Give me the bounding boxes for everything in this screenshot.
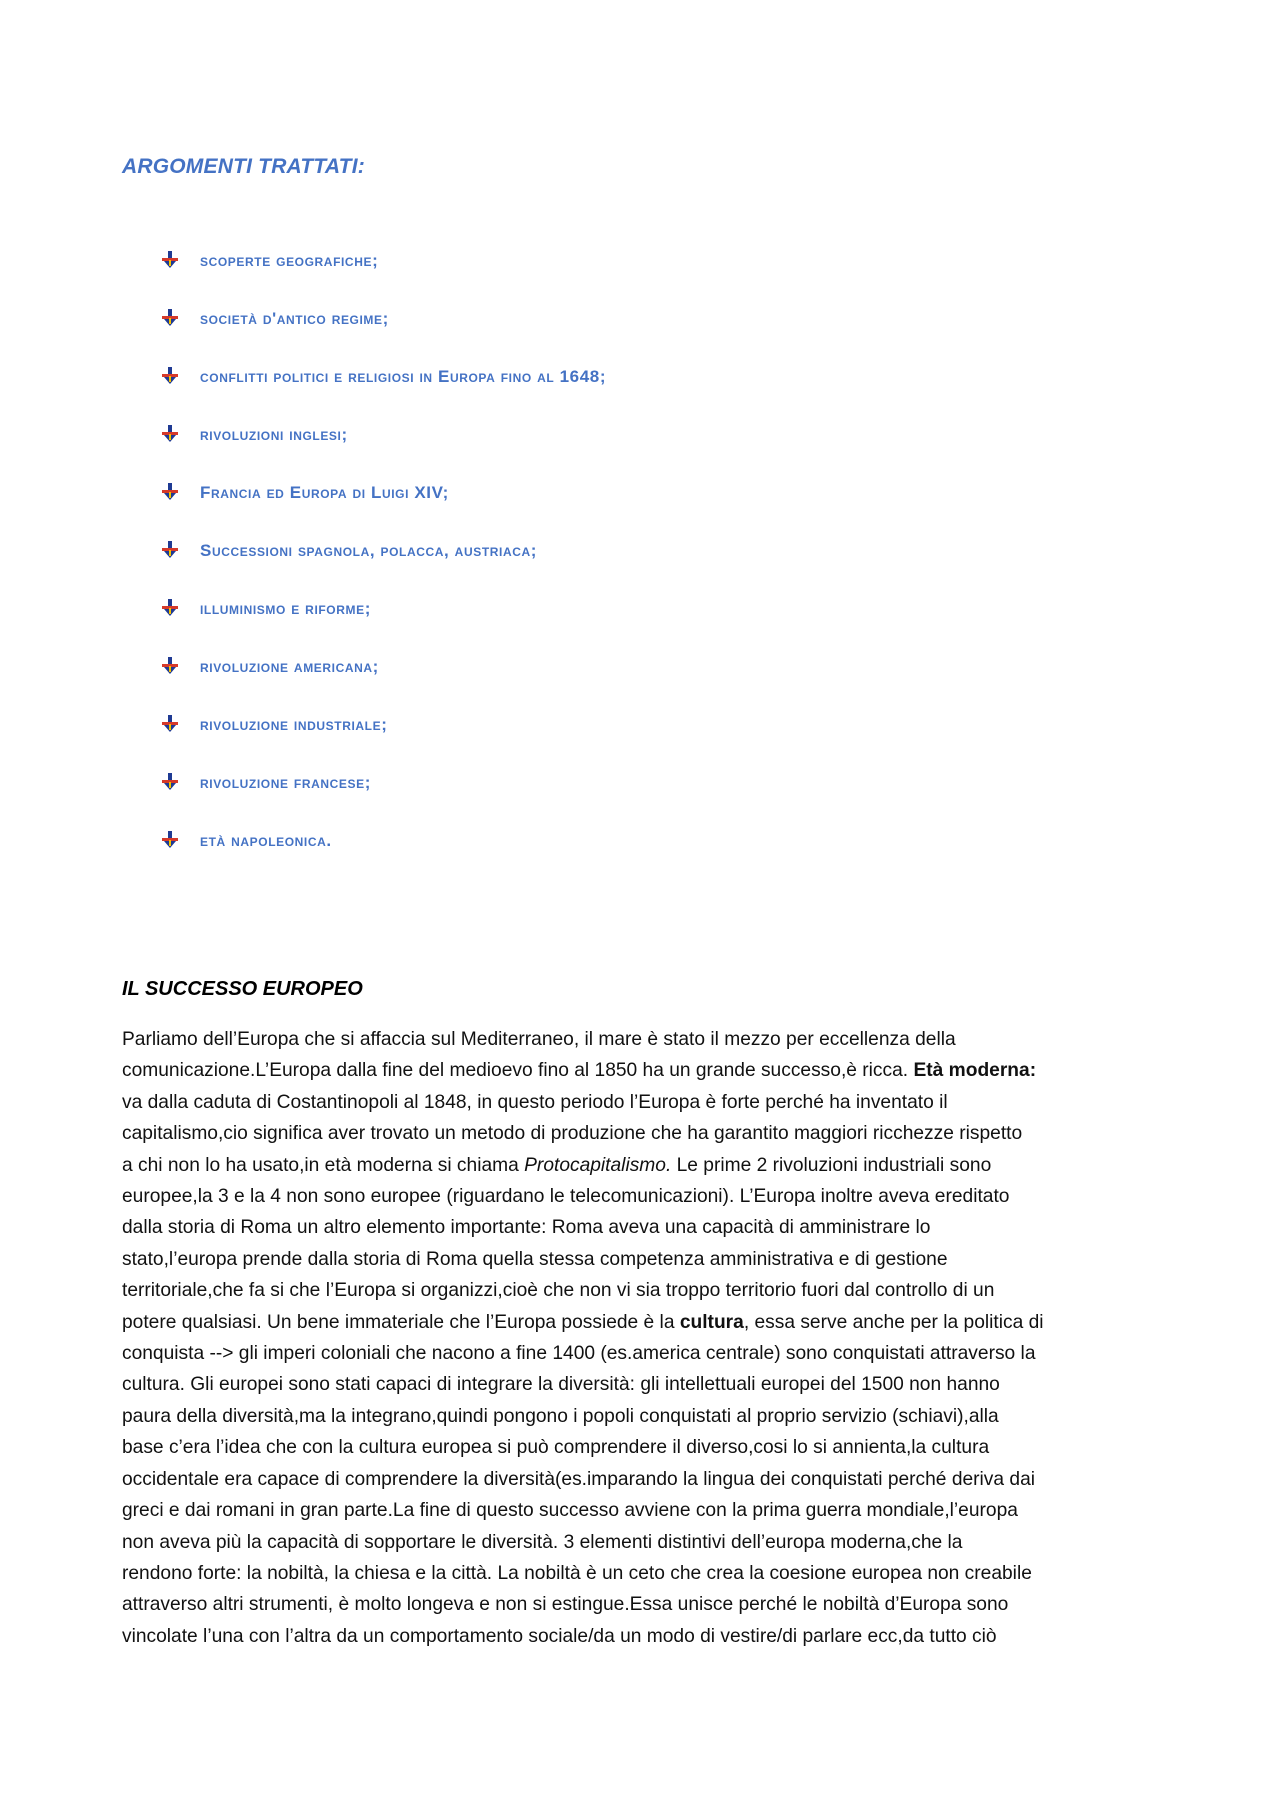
- toc-item-text: rivoluzioni inglesi;: [200, 425, 348, 444]
- toc-item-text: società d'antico regime;: [200, 309, 389, 328]
- bold-term: Età moderna:: [913, 1060, 1037, 1082]
- arrow-down-plus-icon: [160, 366, 180, 386]
- arrow-down-plus-icon: [160, 482, 180, 502]
- section-title: IL SUCCESSO EUROPEO: [122, 978, 363, 1000]
- arrow-down-plus-icon: [160, 598, 180, 618]
- text-line: Le prime 2 rivoluzioni industriali sono: [671, 1154, 992, 1176]
- list-item: [160, 424, 606, 482]
- toc-item-text: rivoluzione francese;: [200, 773, 371, 792]
- text-line: dalla storia di Roma un altro elemento importante: Roma aveva una capacità di amministrare lo: [122, 1217, 931, 1239]
- text-line: a chi non lo ha usato,in età moderna si chiama: [122, 1154, 525, 1176]
- text-line: base c’era l’idea che con la cultura europea si può comprendere il diverso,cosi lo si annienta,la cultura: [122, 1437, 990, 1459]
- list-item: [160, 366, 606, 424]
- toc-item-text: illuminismo e riforme;: [200, 599, 371, 618]
- arrow-down-plus-icon: [160, 656, 180, 676]
- list-item: [160, 772, 606, 830]
- toc-item-text: rivoluzione industriale;: [200, 715, 388, 734]
- bold-term: cultura: [679, 1311, 744, 1333]
- toc-item-text: conflitti politici e religiosi in Europa fino al 1648;: [200, 367, 607, 386]
- toc-heading: ARGOMENTI TRATTATI:: [122, 155, 365, 178]
- text-line: stato,l’europa prende dalla storia di Roma quella stessa competenza amministrativa e di gestione: [122, 1248, 948, 1270]
- arrow-down-plus-icon: [160, 424, 180, 444]
- text-line: capitalismo,cio significa aver trovato un metodo di produzione che ha garantito maggiori ricchezze rispetto: [122, 1123, 1023, 1145]
- list-item: [160, 308, 606, 366]
- italic-term: Protocapitalismo.: [524, 1154, 672, 1176]
- text-line: paura della diversità,ma la integrano,quindi pongono i popoli conquistati al proprio servizio (schiavi),alla: [122, 1405, 999, 1427]
- list-item: [160, 714, 606, 772]
- arrow-down-plus-icon: [160, 830, 180, 850]
- text-line: territoriale,che fa si che l’Europa si organizzi,cioè che non vi sia troppo territorio fuori dal controllo di un: [122, 1280, 995, 1302]
- text-line: comunicazione.L’Europa dalla fine del medioevo fino al 1850 ha un grande successo,è ricca.: [122, 1060, 914, 1082]
- body-paragraph: [122, 1024, 1172, 1652]
- text-line: occidentale era capace di comprendere la diversità(es.imparando la lingua dei conquistati perché deriva dai: [122, 1468, 1036, 1490]
- text-line: , essa serve anche per la politica di: [743, 1311, 1044, 1333]
- toc-item-text: rivoluzione americana;: [200, 657, 379, 676]
- list-item: [160, 598, 606, 656]
- text-line: rendono forte: la nobiltà, la chiesa e la città. La nobiltà è un ceto che crea la coesione europea non creabile: [122, 1562, 1032, 1584]
- list-item: [160, 656, 606, 714]
- toc-item-text: Successioni spagnola, polacca, austriaca;: [200, 541, 538, 560]
- list-item: [160, 482, 606, 540]
- arrow-down-plus-icon: [160, 714, 180, 734]
- arrow-down-plus-icon: [160, 540, 180, 560]
- text-line: greci e dai romani in gran parte.La fine di questo successo avviene con la prima guerra mondiale,l’europa: [122, 1500, 1018, 1522]
- toc-item-text: scoperte geografiche;: [200, 251, 379, 270]
- arrow-down-plus-icon: [160, 250, 180, 270]
- text-line: vincolate l’una con l’altra da un comportamento sociale/da un modo di vestire/di parlare ecc,da tutto ciò: [122, 1625, 997, 1647]
- arrow-down-plus-icon: [160, 308, 180, 328]
- text-line: europee,la 3 e la 4 non sono europee (riguardano le telecomunicazioni). L’Europa inoltre aveva ereditato: [122, 1186, 1010, 1208]
- toc-item-text: Francia ed Europa di Luigi XIV;: [200, 483, 449, 502]
- text-line: cultura. Gli europei sono stati capaci di integrare la diversità: gli intellettuali europei del 1500 non hanno: [122, 1374, 1000, 1396]
- text-line: potere qualsiasi. Un bene immateriale che l’Europa possiede è la: [122, 1311, 680, 1333]
- toc-item-text: età napoleonica.: [200, 831, 332, 850]
- list-item: [160, 250, 606, 308]
- text-line: conquista --> gli imperi coloniali che nacono a fine 1400 (es.america centrale) sono conquistati attraverso la: [122, 1343, 1036, 1365]
- text-line: attraverso altri strumenti, è molto longeva e non si estingue.Essa unisce perché le nobiltà d’Europa sono: [122, 1594, 1009, 1616]
- list-item: [160, 540, 606, 598]
- text-line: va dalla caduta di Costantinopoli al 1848, in questo periodo l’Europa è forte perché ha inventato il: [122, 1091, 948, 1113]
- toc-list: [160, 250, 606, 888]
- text-line: non aveva più la capacità di sopportare le diversità. 3 elementi distintivi dell’europa moderna,che la: [122, 1531, 963, 1553]
- text-line: Parliamo dell’Europa che si affaccia sul Mediterraneo, il mare è stato il mezzo per eccellenza della: [122, 1029, 956, 1050]
- list-item: [160, 830, 606, 888]
- arrow-down-plus-icon: [160, 772, 180, 792]
